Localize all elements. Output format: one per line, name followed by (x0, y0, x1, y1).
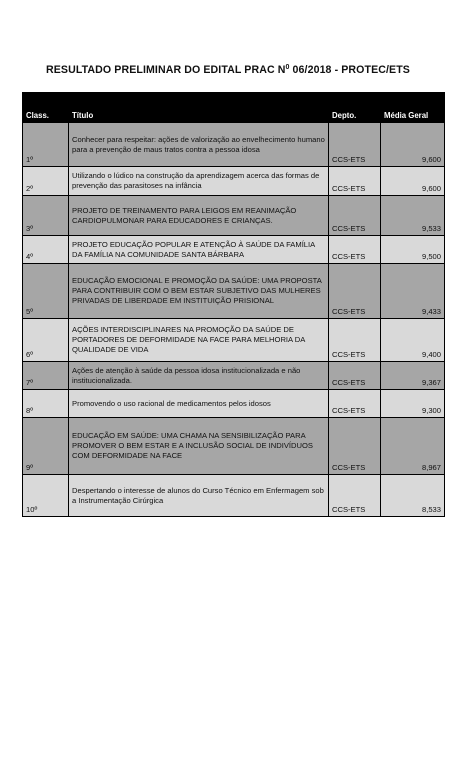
cell-score: 9,500 (381, 236, 445, 264)
cell-class: 3º (23, 196, 69, 236)
cell-title: PROJETO DE TREINAMENTO PARA LEIGOS EM REANIMAÇÃO CARDIOPULMONAR PARA EDUCADORES E CRIANÇAS. (69, 196, 329, 236)
table-row (23, 390, 445, 418)
cell-class: 2º (23, 167, 69, 196)
cell-title: EDUCAÇÃO EMOCIONAL E PROMOÇÃO DA SAÚDE: UMA PROPOSTA PARA CONTRIBUIR COM O BEM ESTAR SUBJETIVO DAS MULHERES PRIVADAS DE LIBERDADE EM INSTITUIÇÃO PRISIONAL (69, 264, 329, 319)
cell-dept: CCS-ETS (329, 390, 381, 418)
cell-score: 9,600 (381, 167, 445, 196)
cell-title: Utilizando o lúdico na construção da aprendizagem acerca das formas de prevenção das parasitoses na infância (69, 167, 329, 196)
cell-title: Despertando o interesse de alunos do Curso Técnico em Enfermagem sob a Instrumentação Cirúrgica (69, 475, 329, 517)
table-row (23, 167, 445, 196)
cell-dept: CCS-ETS (329, 319, 381, 362)
cell-title: PROJETO EDUCAÇÃO POPULAR E ATENÇÃO À SAÚDE DA FAMÍLIA DA FAMÍLIA NA COMUNIDADE SANTA BÁRBARA (69, 236, 329, 264)
table-row (23, 264, 445, 319)
cell-dept: CCS-ETS (329, 362, 381, 390)
table-row (23, 123, 445, 167)
cell-class: 8º (23, 390, 69, 418)
cell-score: 9,300 (381, 390, 445, 418)
document-title-superscript: 0 (285, 64, 290, 71)
cell-dept: CCS-ETS (329, 196, 381, 236)
cell-score: 8,967 (381, 418, 445, 475)
header-title: Título (69, 93, 329, 123)
table-row (23, 362, 445, 390)
cell-title: Promovendo o uso racional de medicamentos pelos idosos (69, 390, 329, 418)
cell-title: EDUCAÇÃO EM SAÚDE: UMA CHAMA NA SENSIBILIZAÇÃO PARA PROMOVER O BEM ESTAR E A INCLUSÃO SOCIAL DE INDIVÍDUOS COM DEFORMIDADE NA FACE (69, 418, 329, 475)
cell-score: 9,400 (381, 319, 445, 362)
cell-dept: CCS-ETS (329, 123, 381, 167)
table-row (23, 319, 445, 362)
table-header-row (23, 93, 445, 123)
table-row (23, 236, 445, 264)
cell-score: 9,533 (381, 196, 445, 236)
table-row (23, 196, 445, 236)
cell-class: 6º (23, 319, 69, 362)
cell-dept: CCS-ETS (329, 475, 381, 517)
cell-class: 9º (23, 418, 69, 475)
document-title (0, 64, 460, 76)
cell-score: 9,367 (381, 362, 445, 390)
cell-title: AÇÕES INTERDISCIPLINARES NA PROMOÇÃO DA SAÚDE DE PORTADORES DE DEFORMIDADE NA FACE PARA MELHORIA DA QUALIDADE DE VIDA (69, 319, 329, 362)
cell-dept: CCS-ETS (329, 418, 381, 475)
cell-title: Conhecer para respeitar: ações de valorização ao envelhecimento humano para a prevenção de maus tratos contra a pessoa idosa (69, 123, 329, 167)
document-title-suffix: 06/2018 - PROTEC/ETS (289, 64, 410, 76)
cell-score: 8,533 (381, 475, 445, 517)
cell-score: 9,600 (381, 123, 445, 167)
cell-class: 5º (23, 264, 69, 319)
header-score: Média Geral (381, 93, 445, 123)
cell-dept: CCS-ETS (329, 264, 381, 319)
cell-dept: CCS-ETS (329, 167, 381, 196)
cell-score: 9,433 (381, 264, 445, 319)
table-row (23, 475, 445, 517)
cell-class: 7º (23, 362, 69, 390)
cell-class: 4º (23, 236, 69, 264)
header-class: Class. (23, 93, 69, 123)
table-row (23, 418, 445, 475)
cell-class: 1º (23, 123, 69, 167)
cell-class: 10º (23, 475, 69, 517)
document-title-prefix: RESULTADO PRELIMINAR DO EDITAL PRAC N (46, 64, 286, 76)
cell-dept: CCS-ETS (329, 236, 381, 264)
cell-title: Ações de atenção à saúde da pessoa idosa institucionalizada e não institucionalizada. (69, 362, 329, 390)
header-dept: Depto. (329, 93, 381, 123)
results-table (22, 92, 445, 517)
